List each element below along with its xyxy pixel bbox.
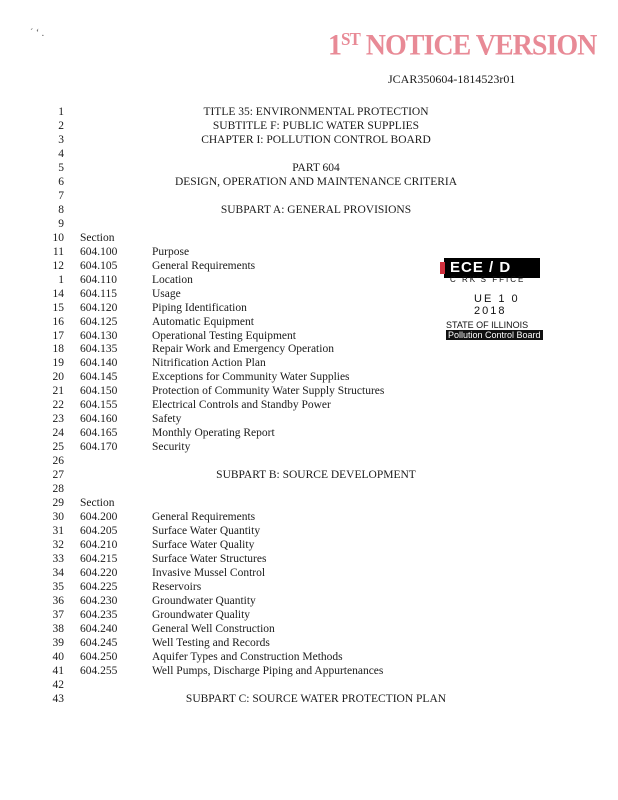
- document-line: [0, 510, 618, 524]
- line-number: 8: [58, 203, 64, 216]
- line-number: 26: [52, 455, 64, 468]
- document-line: [0, 664, 618, 678]
- section-column-header: Section: [80, 231, 115, 244]
- document-line: [0, 189, 618, 203]
- document-line: [0, 538, 618, 552]
- line-number: 19: [52, 357, 64, 370]
- document-line: [0, 370, 618, 384]
- notice-prefix: 1: [328, 29, 341, 62]
- heading-text: CHAPTER I: POLLUTION CONTROL BOARD: [201, 133, 431, 146]
- document-line: [0, 398, 618, 412]
- section-number: 604.135: [80, 343, 118, 356]
- heading-text: SUBPART B: SOURCE DEVELOPMENT: [216, 469, 416, 482]
- section-number: 604.155: [80, 399, 118, 412]
- document-line: [0, 203, 618, 217]
- heading-text: PART 604: [292, 161, 340, 174]
- document-line: [0, 524, 618, 538]
- line-number: 36: [52, 594, 64, 607]
- document-line: [0, 231, 618, 245]
- board-line: Pollution Control Board: [448, 330, 541, 340]
- section-title: Operational Testing Equipment: [152, 329, 296, 342]
- section-title: Groundwater Quantity: [152, 594, 256, 607]
- document-line: [0, 678, 618, 692]
- document-line: [0, 566, 618, 580]
- line-number: 34: [52, 567, 64, 579]
- section-number: 604.255: [80, 664, 118, 677]
- section-number: 604.230: [80, 594, 118, 607]
- document-line: [0, 440, 618, 454]
- line-number: 27: [52, 469, 64, 482]
- section-title: Usage: [152, 287, 181, 300]
- section-title: Exceptions for Community Water Supplies: [152, 371, 350, 384]
- document-line: [0, 412, 618, 426]
- section-number: 604.225: [80, 580, 118, 593]
- document-line: [0, 468, 618, 482]
- section-title: Location: [152, 273, 193, 286]
- section-number: 604.220: [80, 567, 118, 579]
- line-number: 22: [52, 399, 64, 412]
- section-number: 604.140: [80, 357, 118, 370]
- section-title: General Requirements: [152, 511, 256, 524]
- line-number: 40: [52, 650, 64, 663]
- received-date: UE 1 0 2018: [474, 293, 520, 317]
- section-number: 604.235: [80, 608, 118, 621]
- document-line: [0, 496, 618, 510]
- document-line: [0, 692, 618, 706]
- section-title: Monthly Operating Report: [152, 427, 275, 440]
- line-number: 43: [52, 692, 64, 705]
- line-number: 2: [58, 119, 64, 132]
- section-title: Electrical Controls and Standby Power: [152, 399, 331, 412]
- document-line: [0, 105, 618, 119]
- line-number: 12: [52, 259, 64, 272]
- section-number: 604.170: [80, 441, 118, 454]
- line-number: 17: [52, 329, 64, 342]
- section-title: Security: [152, 441, 191, 454]
- section-title: Piping Identification: [152, 301, 247, 314]
- notice-rest: NOTICE VERSION: [359, 29, 597, 62]
- section-number: 604.165: [80, 427, 118, 440]
- section-title: Repair Work and Emergency Operation: [152, 343, 334, 356]
- section-number: 604.205: [80, 525, 118, 538]
- section-number: 604.240: [80, 622, 118, 635]
- line-number: 35: [52, 580, 64, 593]
- document-id: JCAR350604-1814523r01: [388, 72, 516, 86]
- section-title: General Requirements: [152, 259, 256, 272]
- scan-specks: ´ ‘ .: [30, 28, 45, 39]
- section-title: Reservoirs: [152, 580, 202, 593]
- line-number: 32: [52, 539, 64, 552]
- line-number: 42: [52, 678, 64, 691]
- document-line: [0, 552, 618, 566]
- document-line: [0, 384, 618, 398]
- heading-text: DESIGN, OPERATION AND MAINTENANCE CRITERIA: [174, 175, 458, 188]
- line-number: 38: [52, 622, 64, 635]
- line-number: 31: [52, 525, 64, 538]
- section-number: 604.145: [80, 371, 118, 384]
- section-title: Groundwater Quality: [152, 608, 251, 621]
- document-line: [0, 161, 618, 175]
- line-number: 4: [58, 147, 64, 160]
- section-title: Well Testing and Records: [152, 636, 270, 649]
- heading-text: TITLE 35: ENVIRONMENTAL PROTECTION: [203, 106, 429, 118]
- state-line: STATE OF ILLINOIS: [446, 320, 529, 330]
- section-title: Aquifer Types and Construction Methods: [152, 650, 343, 663]
- heading-text: SUBTITLE F: PUBLIC WATER SUPPLIES: [212, 119, 420, 132]
- section-number: 604.100: [80, 245, 118, 258]
- document-line: [0, 622, 618, 636]
- line-number: 9: [58, 217, 64, 230]
- section-number: 604.115: [80, 287, 117, 300]
- stamp-red-mark: [440, 262, 445, 274]
- line-number: 33: [52, 553, 64, 566]
- document-line: [0, 636, 618, 650]
- section-title: Surface Water Quantity: [152, 525, 261, 538]
- section-number: 604.210: [80, 539, 118, 552]
- section-number: 604.160: [80, 413, 118, 426]
- line-number: 1: [58, 106, 64, 118]
- line-number: 18: [52, 343, 64, 356]
- section-number: 604.200: [80, 511, 118, 524]
- document-line: [0, 217, 618, 231]
- section-number: 604.125: [80, 315, 118, 328]
- line-number: 24: [52, 427, 64, 440]
- line-number: 39: [52, 636, 64, 649]
- document-line: [0, 580, 618, 594]
- document-line: [0, 245, 618, 259]
- line-number: 15: [52, 301, 64, 314]
- document-line: [0, 426, 618, 440]
- section-title: Automatic Equipment: [152, 315, 254, 328]
- section-number: 604.150: [80, 385, 118, 398]
- received-stamp: [444, 258, 544, 340]
- line-number: 3: [58, 133, 64, 146]
- section-column-header: Section: [80, 497, 115, 510]
- line-number: 28: [52, 483, 64, 496]
- line-number: 11: [52, 245, 64, 258]
- section-number: 604.250: [80, 650, 118, 663]
- state-of-illinois: [446, 320, 543, 340]
- line-number: 20: [52, 371, 64, 384]
- section-number: 604.130: [80, 329, 118, 342]
- section-title: Purpose: [152, 245, 190, 258]
- clerks-office-text: C RK'S FFICE: [450, 275, 526, 284]
- line-number: 6: [58, 175, 64, 188]
- section-number: 604.105: [80, 259, 118, 272]
- document-line: [0, 175, 618, 189]
- line-number: 37: [52, 608, 64, 621]
- document-line: [0, 119, 618, 133]
- line-number: 23: [52, 413, 64, 426]
- document-line: [0, 342, 618, 356]
- section-title: Surface Water Quality: [152, 539, 255, 552]
- heading-text: SUBPART A: GENERAL PROVISIONS: [220, 203, 412, 216]
- section-title: Nitrification Action Plan: [152, 357, 266, 370]
- section-number: 604.110: [80, 273, 117, 286]
- line-number: 41: [52, 664, 64, 677]
- document-line: [0, 147, 618, 161]
- line-number: 25: [52, 441, 64, 454]
- notice-version-stamp: [328, 29, 596, 63]
- line-number: 14: [52, 287, 64, 300]
- section-title: Safety: [152, 413, 182, 426]
- section-title: Protection of Community Water Supply Structures: [152, 385, 385, 398]
- line-number: 1: [58, 273, 64, 286]
- section-number: 604.215: [80, 553, 118, 566]
- line-number: 10: [52, 231, 64, 244]
- document-line: [0, 594, 618, 608]
- document-line: [0, 482, 618, 496]
- received-head-text: ECE / D: [450, 259, 512, 276]
- section-title: Invasive Mussel Control: [152, 567, 266, 579]
- notice-sup: ST: [341, 29, 360, 50]
- line-number: 21: [52, 385, 64, 398]
- section-title: Well Pumps, Discharge Piping and Appurtenances: [152, 664, 384, 677]
- line-number: 30: [52, 511, 64, 524]
- document-line: [0, 650, 618, 664]
- section-title: Surface Water Structures: [152, 553, 267, 566]
- line-number: 29: [52, 497, 64, 510]
- section-title: General Well Construction: [152, 622, 275, 635]
- heading-text: SUBPART C: SOURCE WATER PROTECTION PLAN: [185, 692, 447, 705]
- section-number: 604.120: [80, 301, 118, 314]
- line-number: 16: [52, 315, 64, 328]
- line-number: 5: [58, 161, 64, 174]
- section-number: 604.245: [80, 636, 118, 649]
- document-line: [0, 133, 618, 147]
- line-number: 7: [58, 189, 64, 202]
- document-line: [0, 454, 618, 468]
- document-line: [0, 608, 618, 622]
- document-line: [0, 356, 618, 370]
